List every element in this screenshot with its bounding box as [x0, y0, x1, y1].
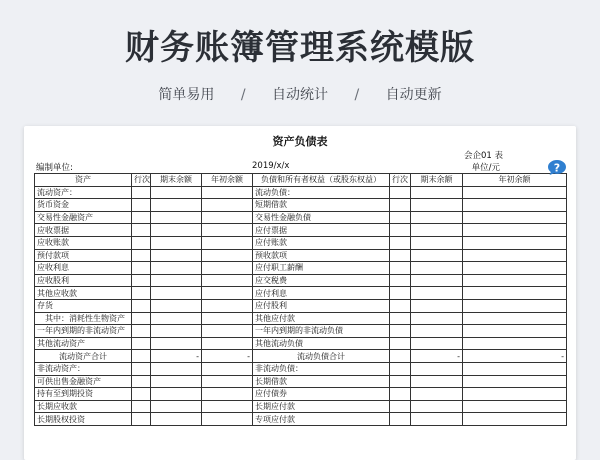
table-cell[interactable] [151, 388, 202, 401]
table-cell[interactable] [132, 299, 151, 312]
table-cell[interactable] [151, 413, 202, 426]
table-row [35, 299, 567, 312]
table-row [35, 287, 567, 300]
table-cell[interactable] [411, 236, 463, 249]
feature-separator: / [240, 87, 246, 103]
table-cell[interactable]: 长期应收款 [35, 400, 132, 413]
table-cell[interactable] [390, 312, 411, 325]
table-cell[interactable] [463, 400, 567, 413]
table-cell[interactable]: 流动资产： [35, 186, 132, 199]
table-cell[interactable] [151, 274, 202, 287]
table-cell[interactable] [390, 287, 411, 300]
table-cell[interactable]: 应收利息 [35, 262, 132, 275]
table-row [35, 413, 567, 426]
table-cell[interactable] [463, 312, 567, 325]
table-cell[interactable] [411, 199, 463, 212]
table-cell[interactable] [151, 186, 202, 199]
table-cell[interactable] [390, 325, 411, 338]
column-header: 资产 [35, 174, 132, 187]
table-cell[interactable] [390, 400, 411, 413]
feature-easy: 简单易用 [158, 87, 215, 103]
table-cell[interactable] [202, 262, 253, 275]
table-cell[interactable] [132, 325, 151, 338]
table-row [35, 211, 567, 224]
table-cell[interactable]: 应付职工薪酬 [253, 262, 390, 275]
table-cell[interactable] [202, 388, 253, 401]
table-row [35, 362, 567, 375]
table-cell[interactable] [151, 312, 202, 325]
table-cell[interactable]: 短期借款 [253, 199, 390, 212]
currency-unit: 单位/元 [471, 163, 500, 173]
table-cell[interactable] [411, 388, 463, 401]
table-cell[interactable] [390, 362, 411, 375]
table-cell[interactable] [390, 249, 411, 262]
table-cell[interactable]: 流动负债合计 [253, 350, 390, 363]
table-cell[interactable]: 应收股利 [35, 274, 132, 287]
table-cell[interactable] [151, 236, 202, 249]
table-row [35, 388, 567, 401]
table-cell[interactable] [132, 236, 151, 249]
table-cell[interactable]: 非流动负债： [253, 362, 390, 375]
table-cell[interactable] [151, 400, 202, 413]
table-cell[interactable] [390, 186, 411, 199]
table-row [35, 262, 567, 275]
table-cell[interactable]: - [411, 350, 463, 363]
table-cell[interactable]: - [463, 350, 567, 363]
table-cell[interactable] [132, 312, 151, 325]
table-cell[interactable] [411, 362, 463, 375]
table-cell[interactable] [411, 375, 463, 388]
table-cell[interactable] [202, 312, 253, 325]
table-cell[interactable]: 其他流动负债 [253, 337, 390, 350]
table-row [35, 325, 567, 338]
table-cell[interactable] [411, 262, 463, 275]
column-header: 行次 [132, 174, 151, 187]
table-cell[interactable] [390, 262, 411, 275]
table-cell[interactable]: 其中：消耗性生物资产 [35, 312, 132, 325]
table-cell[interactable] [202, 199, 253, 212]
table-cell[interactable]: 预收款项 [253, 249, 390, 262]
table-cell[interactable] [411, 337, 463, 350]
table-cell[interactable] [463, 199, 567, 212]
table-cell[interactable] [132, 337, 151, 350]
table-cell[interactable] [132, 262, 151, 275]
table-cell[interactable]: 应收账款 [35, 236, 132, 249]
table-cell[interactable] [411, 299, 463, 312]
table-cell[interactable] [151, 249, 202, 262]
table-cell[interactable] [411, 400, 463, 413]
table-cell[interactable] [463, 186, 567, 199]
feature-list [0, 84, 600, 104]
table-cell[interactable]: 应付账款 [253, 236, 390, 249]
table-cell[interactable]: 应付股利 [253, 299, 390, 312]
table-row [35, 400, 567, 413]
table-cell[interactable]: 专项应付款 [253, 413, 390, 426]
feature-auto-stats: 自动统计 [272, 87, 328, 103]
table-cell[interactable] [390, 337, 411, 350]
table-cell[interactable] [463, 262, 567, 275]
column-header: 年初余额 [202, 174, 253, 187]
table-cell[interactable] [411, 211, 463, 224]
table-cell[interactable] [390, 388, 411, 401]
balance-sheet-table [34, 173, 567, 426]
table-cell[interactable] [411, 274, 463, 287]
table-cell[interactable] [411, 287, 463, 300]
table-cell[interactable] [202, 400, 253, 413]
table-cell[interactable]: 持有至到期投资 [35, 388, 132, 401]
table-cell[interactable] [132, 199, 151, 212]
table-cell[interactable] [202, 211, 253, 224]
table-cell[interactable]: 其他应收款 [35, 287, 132, 300]
table-row [35, 274, 567, 287]
column-header: 负债和所有者权益（或股东权益） [253, 174, 390, 187]
table-cell[interactable] [202, 325, 253, 338]
help-icon[interactable] [547, 159, 567, 176]
table-cell[interactable] [132, 350, 151, 363]
table-cell[interactable] [463, 337, 567, 350]
table-cell[interactable] [390, 236, 411, 249]
table-cell[interactable] [151, 375, 202, 388]
table-cell[interactable] [202, 337, 253, 350]
table-cell[interactable] [132, 362, 151, 375]
table-cell[interactable] [132, 211, 151, 224]
table-cell[interactable] [390, 299, 411, 312]
form-code: 会企01 表 [463, 151, 503, 161]
table-cell[interactable] [463, 362, 567, 375]
table-row [35, 337, 567, 350]
table-cell[interactable] [463, 299, 567, 312]
table-cell[interactable] [202, 224, 253, 237]
table-cell[interactable]: - [151, 350, 202, 363]
page-title: 财务账簿管理系统模版 [125, 28, 475, 68]
table-cell[interactable] [151, 262, 202, 275]
table-cell[interactable]: 一年内到期的非流动资产 [35, 325, 132, 338]
table-cell[interactable] [202, 375, 253, 388]
table-cell[interactable] [132, 287, 151, 300]
table-cell[interactable] [151, 337, 202, 350]
table-cell[interactable] [132, 413, 151, 426]
table-cell[interactable]: 其他应付款 [253, 312, 390, 325]
table-cell[interactable] [411, 249, 463, 262]
table-cell[interactable] [151, 224, 202, 237]
table-cell[interactable]: 长期借款 [253, 375, 390, 388]
table-cell[interactable]: 应付票据 [253, 224, 390, 237]
table-cell[interactable]: 一年内到期的非流动负债 [253, 325, 390, 338]
table-cell[interactable]: 应交税费 [253, 274, 390, 287]
table-cell[interactable] [132, 388, 151, 401]
table-row [35, 375, 567, 388]
table-cell[interactable]: 流动资产合计 [35, 350, 132, 363]
table-cell[interactable] [202, 299, 253, 312]
table-cell[interactable] [411, 325, 463, 338]
table-cell[interactable] [132, 224, 151, 237]
table-cell[interactable]: - [202, 350, 253, 363]
table-cell[interactable] [132, 249, 151, 262]
table-cell[interactable] [463, 375, 567, 388]
table-cell[interactable] [202, 362, 253, 375]
table-cell[interactable] [202, 274, 253, 287]
table-cell[interactable] [463, 287, 567, 300]
table-cell[interactable] [463, 388, 567, 401]
table-cell[interactable] [390, 375, 411, 388]
table-cell[interactable]: 交易性金融负债 [253, 211, 390, 224]
column-header: 期末余额 [411, 174, 463, 187]
table-cell[interactable] [390, 413, 411, 426]
table-cell[interactable] [463, 274, 567, 287]
table-cell[interactable]: 预付款项 [35, 249, 132, 262]
table-cell[interactable] [132, 274, 151, 287]
table-cell[interactable] [202, 236, 253, 249]
table-row [35, 236, 567, 249]
sheet-title: 资产负债表 [272, 135, 328, 148]
table-cell[interactable] [390, 199, 411, 212]
table-cell[interactable] [202, 287, 253, 300]
table-cell[interactable]: 可供出售金融资产 [35, 375, 132, 388]
table-cell[interactable] [132, 375, 151, 388]
table-cell[interactable] [151, 299, 202, 312]
table-cell[interactable] [411, 413, 463, 426]
table-row [35, 350, 567, 363]
column-header: 期末余额 [151, 174, 202, 187]
table-cell[interactable]: 存货 [35, 299, 132, 312]
table-cell[interactable] [463, 249, 567, 262]
table-cell[interactable] [202, 413, 253, 426]
table-cell[interactable] [151, 362, 202, 375]
table-cell[interactable] [202, 186, 253, 199]
table-cell[interactable] [411, 312, 463, 325]
column-header: 年初余额 [463, 174, 567, 187]
table-cell[interactable]: 应付利息 [253, 287, 390, 300]
report-date: 2019/x/x [252, 161, 290, 171]
table-cell[interactable]: 货币资金 [35, 199, 132, 212]
table-cell[interactable] [132, 186, 151, 199]
table-cell[interactable]: 交易性金融资产 [35, 211, 132, 224]
table-cell[interactable] [463, 211, 567, 224]
table-cell[interactable] [151, 199, 202, 212]
table-cell[interactable] [151, 287, 202, 300]
table-cell[interactable] [390, 350, 411, 363]
table-cell[interactable] [463, 325, 567, 338]
header-row [35, 174, 567, 187]
table-cell[interactable] [463, 413, 567, 426]
table-cell[interactable] [390, 274, 411, 287]
table-cell[interactable] [463, 224, 567, 237]
table-cell[interactable] [151, 325, 202, 338]
table-row [35, 186, 567, 199]
column-header: 行次 [390, 174, 411, 187]
table-cell[interactable]: 其他流动资产 [35, 337, 132, 350]
balance-sheet-preview [24, 126, 576, 460]
table-row [35, 312, 567, 325]
table-cell[interactable]: 非流动资产： [35, 362, 132, 375]
table-cell[interactable] [132, 400, 151, 413]
table-cell[interactable]: 长期股权投资 [35, 413, 132, 426]
table-row [35, 199, 567, 212]
table-row [35, 224, 567, 237]
table-cell[interactable] [202, 249, 253, 262]
prepared-by-label: 编制单位: [36, 163, 73, 173]
table-cell[interactable]: 流动负债： [253, 186, 390, 199]
table-cell[interactable] [390, 224, 411, 237]
table-cell[interactable] [390, 211, 411, 224]
table-cell[interactable]: 应付债券 [253, 388, 390, 401]
table-cell[interactable] [151, 211, 202, 224]
table-cell[interactable] [411, 224, 463, 237]
table-cell[interactable] [463, 236, 567, 249]
table-cell[interactable]: 长期应付款 [253, 400, 390, 413]
table-cell[interactable] [411, 186, 463, 199]
table-row [35, 249, 567, 262]
feature-separator: / [354, 87, 360, 103]
table-cell[interactable]: 应收票据 [35, 224, 132, 237]
help-icon-glyph: ? [553, 161, 561, 175]
feature-auto-update: 自动更新 [385, 87, 442, 103]
